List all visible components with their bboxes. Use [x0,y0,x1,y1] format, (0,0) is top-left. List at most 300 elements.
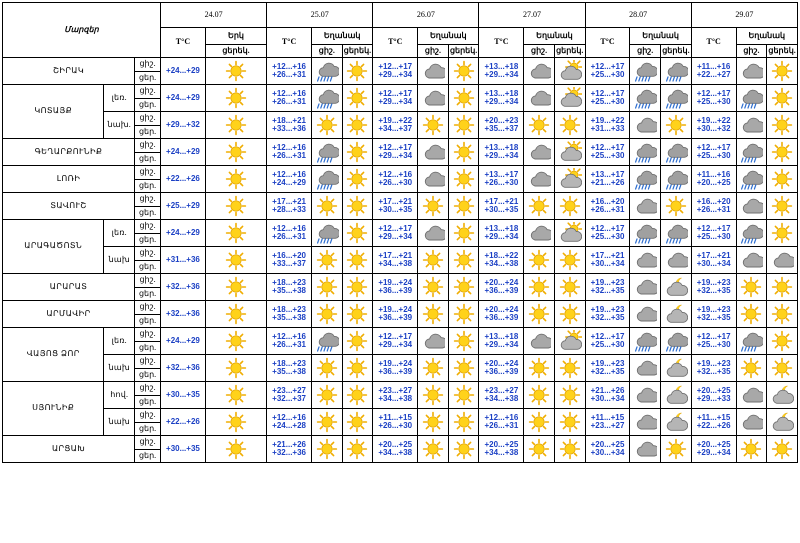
weather-icon-day-sun-icon [448,193,479,220]
temperature-cell: +20...+25 +34...+38 [373,436,418,463]
weather-icon-day-sun-icon [448,139,479,166]
weather-icon-night-sun-icon [418,193,449,220]
region-name: ԱՐԱՐԱՏ [3,274,135,301]
weather-icon-day-sun-icon [554,382,585,409]
label-day: ցեր. [135,233,161,247]
weather-icon-day-sun-icon [342,247,373,274]
label-day: ցեր. [135,206,161,220]
region-name: ՍՅՈՒՆԻՔ [3,382,104,436]
temperature-cell: +17...+21 +30...+34 [585,247,630,274]
weather-icon-day-sun-icon [554,409,585,436]
label-day: ցեր. [135,368,161,382]
table-header [3,3,798,58]
label-night: ցիշ. [135,112,161,126]
weather-icon-night-rain-icon [311,166,342,193]
weather-icon-day-sun-icon [448,328,479,355]
temperature-cell: +12...+17 +29...+34 [373,139,418,166]
weather-icon-night-sun-icon [311,436,342,463]
weather-icon-night-cloud-icon [630,355,661,382]
temperature-cell: +17...+21 +30...+34 [691,247,736,274]
weather-header-2: Եղանակ [418,28,479,45]
table-row [3,85,798,99]
table-row [3,382,798,396]
weather-icon-day-sun-icon [448,247,479,274]
weather-icon-night-cloud-icon [524,58,555,85]
temperature-cell: +24...+29 [161,328,206,355]
weather-header-3: Եղանակ [524,28,585,45]
label-day: ցեր. [135,287,161,301]
weather-icon-day-sun-icon [448,301,479,328]
temperature-cell: +12...+17 +25...+30 [691,328,736,355]
temp-header-4: T°C [585,28,630,58]
weather-icon-day-sun-icon [554,436,585,463]
weather-icon-night-sun-icon [311,355,342,382]
temperature-cell: +13...+17 +26...+30 [479,166,524,193]
weather-icon-day-sun-icon [767,112,798,139]
table-row [3,247,798,261]
subregion-name: նախ [104,247,135,274]
temperature-cell: +19...+23 +32...+35 [691,274,736,301]
weather-icon-day-sun-icon [342,85,373,112]
weather-icon-night-rain-icon [736,85,767,112]
weather-icon-day-sun-icon [554,247,585,274]
label-night: ցիշ. [135,409,161,423]
weather-icon-night-sun-icon [418,409,449,436]
label-night: ցիշ. [135,220,161,234]
weather-icon-night-rain-icon [736,166,767,193]
forecast-table [2,2,798,463]
weather-icon-night-sun-icon [311,247,342,274]
subregion-name: լեռ. [104,220,135,247]
label-night: ցիշ. [135,166,161,180]
temperature-cell: +12...+17 +25...+30 [691,85,736,112]
weather-icon-day-sun-icon [342,301,373,328]
date-header-5: 29.07 [691,3,797,28]
temperature-cell: +13...+18 +29...+34 [479,58,524,85]
weather-icon-day-sun-icon [342,139,373,166]
weather-icon-sun-icon [205,247,266,274]
weather-icon-day-sun-icon [448,274,479,301]
subregion-name: լեռ. [104,328,135,355]
temperature-cell: +12...+17 +25...+30 [585,220,630,247]
weather-header-4: Եղանակ [630,28,691,45]
weather-icon-night-cloud-icon [630,247,661,274]
weather-icon-night-sun-icon [311,382,342,409]
weather-icon-day-moon-sun-icon [554,139,585,166]
temperature-cell: +22...+26 [161,409,206,436]
weather-icon-night-rain-icon [311,139,342,166]
temperature-cell: +20...+24 +36...+39 [479,355,524,382]
weather-icon-day-moon-sun-icon [554,166,585,193]
day-header-5: ցերեկ. [767,45,798,58]
weather-icon-day-sun-icon [767,274,798,301]
temp-header-3: T°C [479,28,524,58]
weather-icon-day-sun-icon [767,166,798,193]
weather-icon-night-sun-icon [418,247,449,274]
weather-icon-night-rain-icon [630,328,661,355]
weather-icon-night-sun-icon [418,355,449,382]
table-row [3,274,798,288]
table-row [3,58,798,72]
region-name: ԼՈՌԻ [3,166,135,193]
subregion-name: նախ. [104,112,135,139]
weather-icon-day-sun-icon [342,193,373,220]
temperature-cell: +12...+16 +26...+31 [267,58,312,85]
temperature-cell: +19...+23 +32...+35 [585,274,630,301]
weather-icon-sun-icon [205,274,266,301]
weather-icon-day-moon-icon [767,409,798,436]
temperature-cell: +19...+22 +31...+33 [585,112,630,139]
weather-icon-night-cloud-icon [418,85,449,112]
temperature-cell: +20...+23 +35...+37 [479,112,524,139]
temperature-cell: +12...+16 +26...+31 [267,220,312,247]
temperature-cell: +12...+17 +25...+30 [691,220,736,247]
temperature-cell: +19...+23 +32...+35 [691,355,736,382]
weather-icon-sun-icon [205,409,266,436]
label-day: ցեր. [135,71,161,85]
temperature-cell: +18...+21 +33...+36 [267,112,312,139]
temperature-cell: +12...+16 +26...+30 [373,166,418,193]
day-header-2: ցերեկ. [448,45,479,58]
region-name: ՇԻՐԱԿ [3,58,135,85]
temperature-cell: +12...+17 +29...+34 [373,328,418,355]
label-night: ցիշ. [135,436,161,450]
weather-icon-night-sun-icon [311,301,342,328]
temperature-cell: +13...+18 +29...+34 [479,139,524,166]
weather-icon-night-cloud-icon [524,166,555,193]
weather-icon-night-cloud-icon [524,139,555,166]
weather-icon-night-sun-icon [311,409,342,436]
table-row [3,112,798,126]
temperature-cell: +22...+26 [161,166,206,193]
weather-icon-sun-icon [205,139,266,166]
table-body [3,58,798,463]
subregion-name: լեռ. [104,85,135,112]
weather-icon-night-cloud-icon [736,409,767,436]
weather-icon-night-cloud-icon [418,166,449,193]
temperature-cell: +20...+24 +36...+39 [479,301,524,328]
temperature-cell: +12...+17 +25...+30 [585,58,630,85]
weather-icon-day-cloud-icon [661,247,692,274]
weather-icon-day-sun-icon [554,301,585,328]
temperature-cell: +11...+15 +23...+27 [585,409,630,436]
weather-icon-day-moon-icon [661,301,692,328]
weather-icon-sun-icon [205,220,266,247]
table-row [3,139,798,153]
weather-icon-night-sun-icon [736,274,767,301]
label-day: ցեր. [135,152,161,166]
weather-icon-night-sun-icon [311,112,342,139]
weather-icon-night-rain-icon [630,58,661,85]
temp-header-2: T°C [373,28,418,58]
weather-icon-day-moon-sun-icon [554,58,585,85]
temperature-cell: +16...+20 +26...+31 [585,193,630,220]
weather-icon-night-sun-icon [418,436,449,463]
night-header-3: ցիշ. [524,45,555,58]
temperature-cell: +17...+21 +30...+35 [373,193,418,220]
weather-icon-day-sun-icon [342,166,373,193]
temperature-cell: +12...+16 +26...+31 [479,409,524,436]
weather-header-0: Երկ [205,28,266,45]
table-row [3,301,798,315]
weather-header-5: Եղանակ [736,28,797,45]
weather-icon-night-cloud-icon [630,409,661,436]
temperature-cell: +12...+17 +25...+30 [691,139,736,166]
weather-icon-night-sun-icon [736,301,767,328]
weather-icon-day-sun-icon [554,112,585,139]
label-night: ցիշ. [135,301,161,315]
weather-icon-day-sun-icon [342,409,373,436]
weather-icon-day-moon-sun-icon [554,220,585,247]
temperature-cell: +13...+17 +21...+26 [585,166,630,193]
table-row [3,436,798,450]
weather-icon-night-sun-icon [418,274,449,301]
weather-icon-day-sun-icon [342,328,373,355]
weather-icon-night-sun-icon [418,301,449,328]
label-night: ցիշ. [135,85,161,99]
weather-icon-night-cloud-icon [630,301,661,328]
table-title: Մարզեր [3,3,161,58]
weather-icon-night-cloud-icon [524,220,555,247]
temperature-cell: +32...+36 [161,355,206,382]
temperature-cell: +17...+21 +28...+33 [267,193,312,220]
region-name: ԿՈՏԱՅՔ [3,85,104,139]
weather-icon-day-moon-icon [661,382,692,409]
day-header-1: ցերեկ. [342,45,373,58]
temperature-cell: +12...+17 +25...+30 [585,139,630,166]
temperature-cell: +12...+16 +26...+31 [267,328,312,355]
temperature-cell: +29...+32 [161,112,206,139]
weather-icon-sun-icon [205,112,266,139]
night-header-1: ցիշ. [311,45,342,58]
temperature-cell: +12...+17 +25...+30 [585,85,630,112]
weather-icon-night-sun-icon [418,382,449,409]
temperature-cell: +20...+24 +36...+39 [479,274,524,301]
weather-icon-night-cloud-icon [736,112,767,139]
temp-header-5: T°C [691,28,736,58]
table-row [3,355,798,369]
weather-icon-night-cloud-icon [418,328,449,355]
label-day: ցեր. [135,341,161,355]
temperature-cell: +32...+36 [161,301,206,328]
subregion-name: նախ [104,355,135,382]
temperature-cell: +19...+24 +36...+39 [373,274,418,301]
weather-icon-night-cloud-icon [630,274,661,301]
weather-icon-day-moon-sun-icon [554,85,585,112]
temperature-cell: +21...+26 +32...+36 [267,436,312,463]
label-day: ցեր. [135,314,161,328]
weather-icon-night-rain-icon [736,220,767,247]
temperature-cell: +18...+23 +35...+38 [267,274,312,301]
weather-icon-day-rain-icon [661,85,692,112]
weather-icon-night-rain-icon [311,85,342,112]
weather-icon-day-moon-icon [661,355,692,382]
temperature-cell: +19...+23 +32...+35 [691,301,736,328]
temperature-cell: +23...+27 +34...+38 [373,382,418,409]
weather-icon-night-sun-icon [524,436,555,463]
weather-header-1: Եղանակ [311,28,372,45]
temperature-cell: +12...+17 +25...+30 [585,328,630,355]
label-night: ցիշ. [135,193,161,207]
subregion-name: նախ [104,409,135,436]
weather-icon-night-cloud-icon [418,58,449,85]
date-header-0: 24.07 [161,3,267,28]
label-night: ցիշ. [135,355,161,369]
weather-icon-night-sun-icon [311,274,342,301]
label-night: ցիշ. [135,328,161,342]
weather-icon-night-cloud-icon [524,328,555,355]
weather-icon-night-rain-icon [311,328,342,355]
temp-header-0: T°C [161,28,206,58]
temperature-cell: +13...+18 +29...+34 [479,85,524,112]
weather-icon-day-sun-icon [448,85,479,112]
weather-icon-night-sun-icon [524,301,555,328]
weather-icon-night-cloud-icon [736,193,767,220]
weather-icon-sun-icon [205,382,266,409]
weather-icon-day-sun-icon [767,355,798,382]
weather-icon-day-sun-icon [661,193,692,220]
weather-icon-night-cloud-icon [630,193,661,220]
temperature-cell: +23...+27 +32...+37 [267,382,312,409]
weather-icon-night-rain-icon [630,85,661,112]
weather-icon-night-cloud-icon [418,220,449,247]
weather-icon-day-sun-icon [342,58,373,85]
weather-icon-night-sun-icon [736,355,767,382]
label-night: ցիշ. [135,382,161,396]
temperature-cell: +20...+25 +29...+33 [691,382,736,409]
temperature-cell: +17...+21 +34...+38 [373,247,418,274]
temperature-cell: +30...+35 [161,382,206,409]
weather-icon-night-sun-icon [524,247,555,274]
label-day: ցեր. [135,179,161,193]
temperature-cell: +18...+23 +35...+38 [267,301,312,328]
weather-icon-night-rain-icon [736,328,767,355]
temperature-cell: +19...+24 +36...+39 [373,355,418,382]
weather-icon-night-sun-icon [524,112,555,139]
weather-icon-day-sun-icon [448,382,479,409]
daynight-header-0: ցերեկ. [205,45,266,58]
temperature-cell: +19...+22 +34...+37 [373,112,418,139]
weather-icon-sun-icon [205,58,266,85]
weather-icon-day-sun-icon [767,436,798,463]
weather-icon-sun-icon [205,355,266,382]
weather-icon-day-sun-icon [342,382,373,409]
label-day: ցեր. [135,395,161,409]
weather-icon-day-sun-icon [448,436,479,463]
weather-icon-night-cloud-icon [630,436,661,463]
region-name: ԱՐԱԳԱԾՈՏՆ [3,220,104,274]
weather-icon-night-rain-icon [630,220,661,247]
weather-icon-sun-icon [205,193,266,220]
weather-icon-day-rain-icon [661,139,692,166]
temperature-cell: +19...+23 +32...+35 [585,355,630,382]
weather-icon-day-sun-icon [767,328,798,355]
temperature-cell: +11...+15 +22...+26 [691,409,736,436]
table-row [3,220,798,234]
weather-icon-night-sun-icon [524,355,555,382]
weather-icon-day-moon-icon [661,409,692,436]
date-header-4: 28.07 [585,3,691,28]
weather-icon-night-sun-icon [736,436,767,463]
weather-icon-night-sun-icon [524,274,555,301]
weather-icon-sun-icon [205,85,266,112]
region-name: ԳԵՂԱՐՔՈՒՆԻՔ [3,139,135,166]
temperature-cell: +12...+17 +29...+34 [373,220,418,247]
label-night: ցիշ. [135,139,161,153]
temperature-cell: +23...+27 +34...+38 [479,382,524,409]
weather-icon-day-sun-icon [767,220,798,247]
weather-icon-sun-icon [205,166,266,193]
region-name: ԱՐՄԱՎԻՐ [3,301,135,328]
date-header-2: 26.07 [373,3,479,28]
weather-icon-day-moon-icon [767,382,798,409]
weather-icon-day-moon-sun-icon [554,328,585,355]
temperature-cell: +21...+26 +30...+34 [585,382,630,409]
weather-icon-night-sun-icon [524,409,555,436]
temperature-cell: +12...+17 +29...+34 [373,85,418,112]
temperature-cell: +30...+35 [161,436,206,463]
weather-icon-day-sun-icon [342,112,373,139]
temperature-cell: +20...+25 +30...+34 [585,436,630,463]
label-day: ցեր. [135,125,161,139]
region-name: ՎԱՅՈՑ ՁՈՐ [3,328,104,382]
weather-icon-sun-icon [205,301,266,328]
temperature-cell: +24...+29 [161,58,206,85]
weather-icon-day-sun-icon [767,193,798,220]
day-header-3: ցերեկ. [554,45,585,58]
weather-icon-night-cloud-icon [630,112,661,139]
weather-icon-night-cloud-icon [736,382,767,409]
weather-icon-night-rain-icon [311,220,342,247]
temperature-cell: +20...+25 +29...+34 [691,436,736,463]
weather-icon-day-rain-icon [661,328,692,355]
weather-icon-day-sun-icon [767,58,798,85]
weather-icon-day-sun-icon [554,355,585,382]
weather-icon-day-rain-icon [661,220,692,247]
temperature-cell: +24...+29 [161,220,206,247]
weather-icon-night-cloud-icon [630,382,661,409]
night-header-2: ցիշ. [418,45,449,58]
weather-icon-day-rain-icon [661,166,692,193]
header-row-dates [3,3,798,28]
label-day: ցեր. [135,422,161,436]
weather-icon-night-sun-icon [311,193,342,220]
table-row [3,409,798,423]
temperature-cell: +13...+18 +29...+34 [479,328,524,355]
weather-icon-night-cloud-icon [418,139,449,166]
temperature-cell: +12...+16 +26...+31 [267,139,312,166]
weather-icon-day-moon-icon [661,274,692,301]
weather-icon-night-cloud-icon [736,58,767,85]
weather-icon-day-rain-icon [661,58,692,85]
weather-icon-night-rain-icon [630,166,661,193]
weather-icon-day-sun-icon [767,85,798,112]
weather-icon-day-sun-icon [554,274,585,301]
temperature-cell: +24...+29 [161,85,206,112]
weather-icon-day-sun-icon [342,274,373,301]
night-header-5: ցիշ. [736,45,767,58]
region-name: ԱՐՑԱԽ [3,436,135,463]
temperature-cell: +18...+23 +35...+38 [267,355,312,382]
weather-icon-day-sun-icon [448,112,479,139]
weather-icon-day-sun-icon [554,193,585,220]
weather-icon-night-rain-icon [311,58,342,85]
temperature-cell: +12...+16 +26...+31 [267,85,312,112]
label-night: ցիշ. [135,247,161,261]
weather-icon-day-cloud-icon [767,247,798,274]
weather-icon-day-sun-icon [342,355,373,382]
weather-icon-night-sun-icon [418,112,449,139]
